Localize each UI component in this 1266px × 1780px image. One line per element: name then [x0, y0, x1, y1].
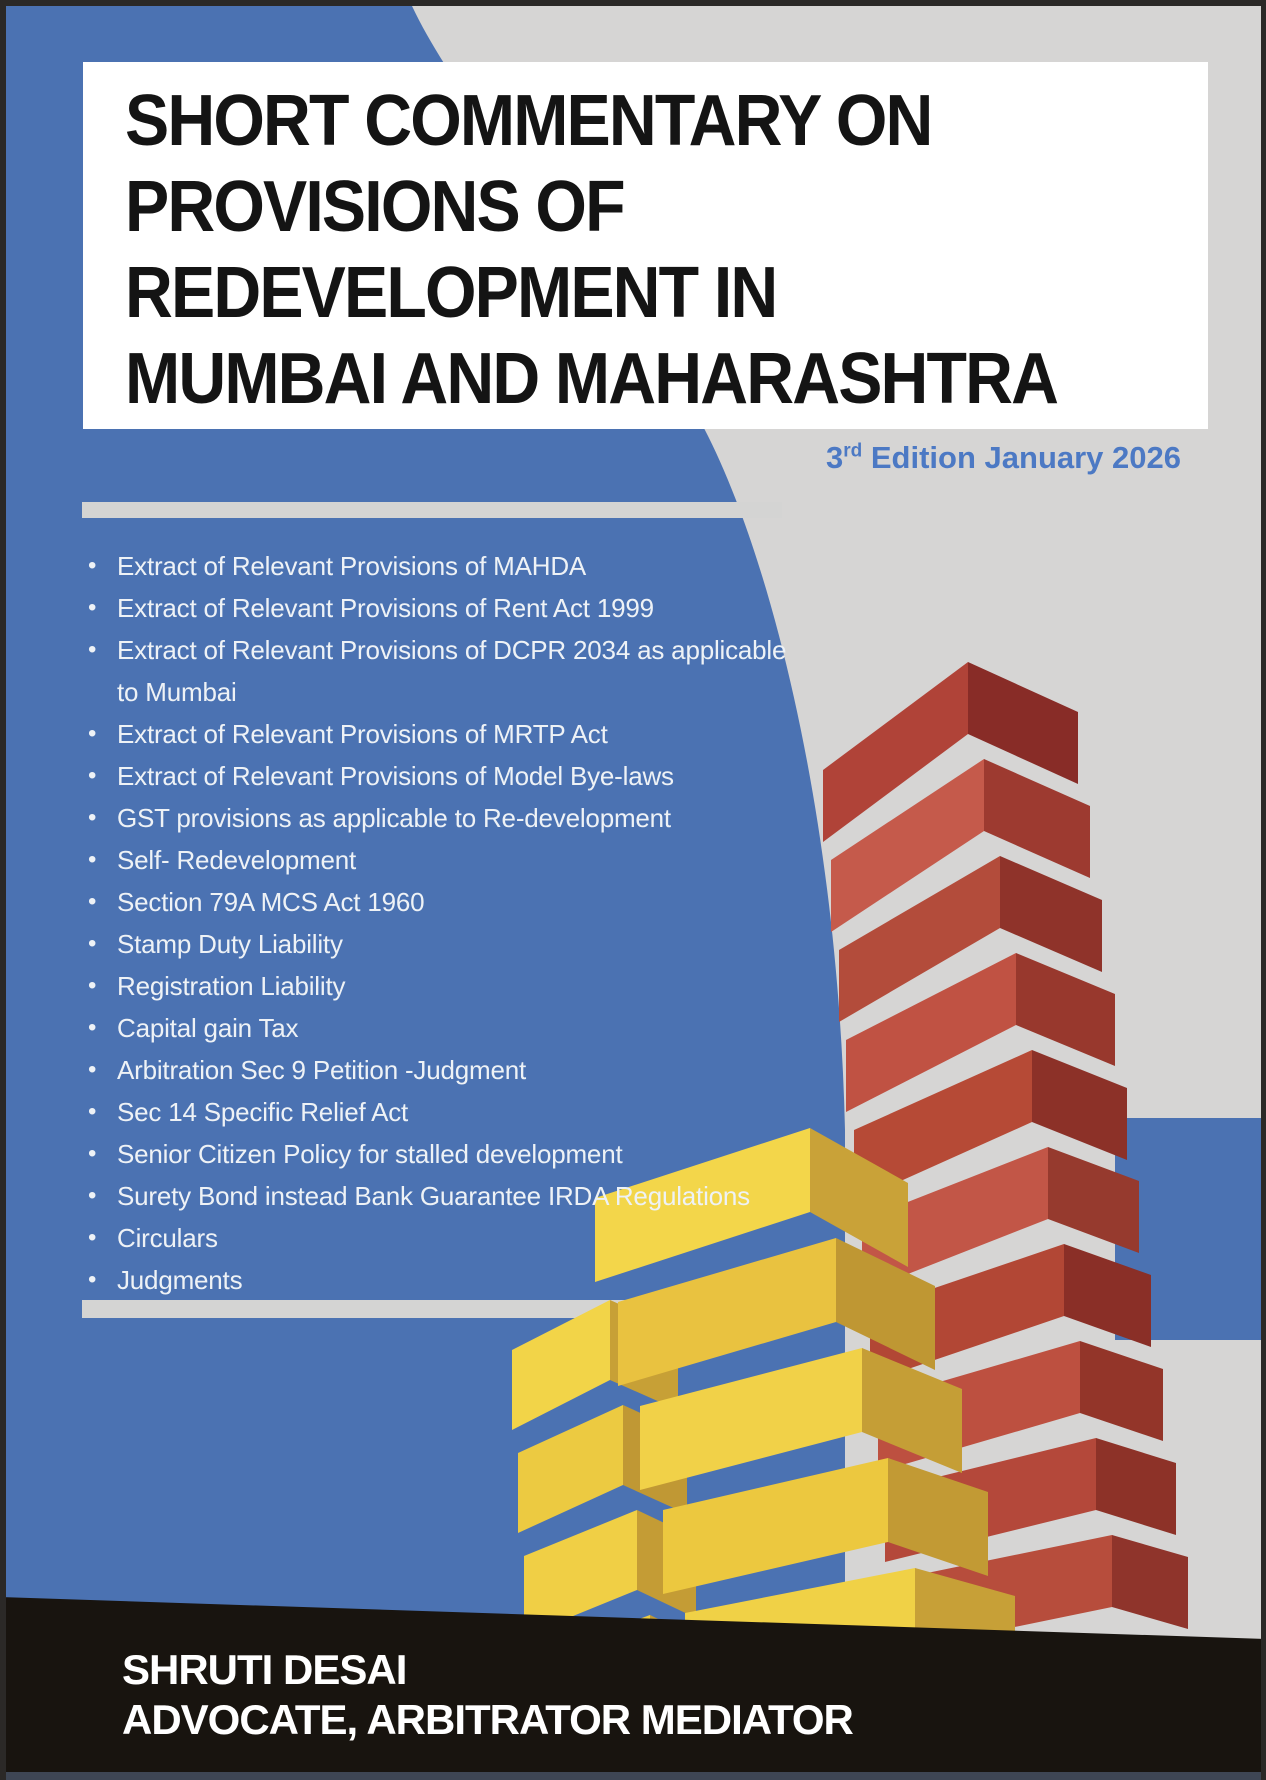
list-item-text: Arbitration Sec 9 Petition -Judgment	[117, 1055, 527, 1085]
bullet-icon: •	[88, 846, 97, 873]
list-item	[88, 755, 808, 797]
title-line-2: PROVISIONS OF	[125, 167, 624, 247]
list-item	[88, 1259, 808, 1301]
list-item-text: Senior Citizen Policy for stalled development	[117, 1139, 623, 1169]
list-item-text: GST provisions as applicable to Re-development	[117, 803, 671, 833]
list-item	[88, 881, 808, 923]
page-border-left	[0, 0, 6, 1780]
list-item-text: Extract of Relevant Provisions of Rent Act 1999	[117, 593, 654, 623]
list-item	[88, 587, 808, 629]
edition-ordinal-suffix: rd	[843, 440, 863, 462]
list-item	[88, 1175, 808, 1217]
bullet-icon: •	[88, 1224, 97, 1251]
list-item-text: Capital gain Tax	[117, 1013, 299, 1043]
list-item-text: Section 79A MCS Act 1960	[117, 887, 425, 917]
contents-list	[88, 545, 808, 1301]
title-line-1: SHORT COMMENTARY ON	[125, 81, 932, 161]
list-item	[88, 839, 808, 881]
list-item-text: Extract of Relevant Provisions of MRTP Act	[117, 719, 608, 749]
list-item	[88, 1091, 808, 1133]
list-item	[88, 965, 808, 1007]
bullet-icon: •	[88, 930, 97, 957]
list-item-text: Surety Bond instead Bank Guarantee IRDA Regulations	[117, 1181, 750, 1211]
list-item	[88, 629, 808, 713]
list-item	[88, 1217, 808, 1259]
list-item-text: Self- Redevelopment	[117, 845, 356, 875]
author-name: SHRUTI DESAI	[122, 1646, 407, 1693]
bullet-icon: •	[88, 594, 97, 621]
list-item-text: Registration Liability	[117, 971, 346, 1001]
list-item	[88, 797, 808, 839]
bullet-icon: •	[88, 1182, 97, 1209]
title-panel	[83, 62, 1208, 429]
list-item-text: Judgments	[117, 1265, 243, 1295]
bullet-icon: •	[88, 1266, 97, 1293]
edition-label	[826, 440, 1181, 476]
bullet-icon: •	[88, 1014, 97, 1041]
author-block	[122, 1645, 853, 1745]
page-border-top	[0, 0, 1266, 6]
bottom-edge-strip	[0, 1772, 1266, 1780]
list-item	[88, 545, 808, 587]
list-item-text: Extract of Relevant Provisions of DCPR 2034 as applicable to Mumbai	[117, 635, 787, 707]
list-item	[88, 1133, 808, 1175]
bullet-icon: •	[88, 972, 97, 999]
bullet-icon: •	[88, 1140, 97, 1167]
bullet-icon: •	[88, 720, 97, 747]
title-line-4: MUMBAI AND MAHARASHTRA	[125, 339, 1058, 419]
list-item-text: Extract of Relevant Provisions of MAHDA	[117, 551, 587, 581]
list-item-text: Sec 14 Specific Relief Act	[117, 1097, 409, 1127]
edition-number: 3	[826, 440, 844, 475]
list-item	[88, 1049, 808, 1091]
bullet-icon: •	[88, 552, 97, 579]
list-item	[88, 713, 808, 755]
bullet-icon: •	[88, 1056, 97, 1083]
list-item-text: Extract of Relevant Provisions of Model Bye-laws	[117, 761, 674, 791]
title-line-3: REDEVELOPMENT IN	[125, 253, 777, 333]
list-item	[88, 1007, 808, 1049]
list-item	[88, 923, 808, 965]
list-item-text: Stamp Duty Liability	[117, 929, 343, 959]
bullet-icon: •	[88, 636, 97, 663]
bullet-icon: •	[88, 804, 97, 831]
author-role: ADVOCATE, ARBITRATOR MEDIATOR	[122, 1696, 853, 1743]
edition-text: Edition January 2026	[862, 440, 1181, 475]
list-item-text: Circulars	[117, 1223, 218, 1253]
page-border-right	[1261, 0, 1266, 1780]
bullet-icon: •	[88, 888, 97, 915]
book-title	[125, 78, 1057, 422]
bullet-icon: •	[88, 762, 97, 789]
bullet-icon: •	[88, 1098, 97, 1125]
divider-bar-top	[82, 502, 782, 518]
